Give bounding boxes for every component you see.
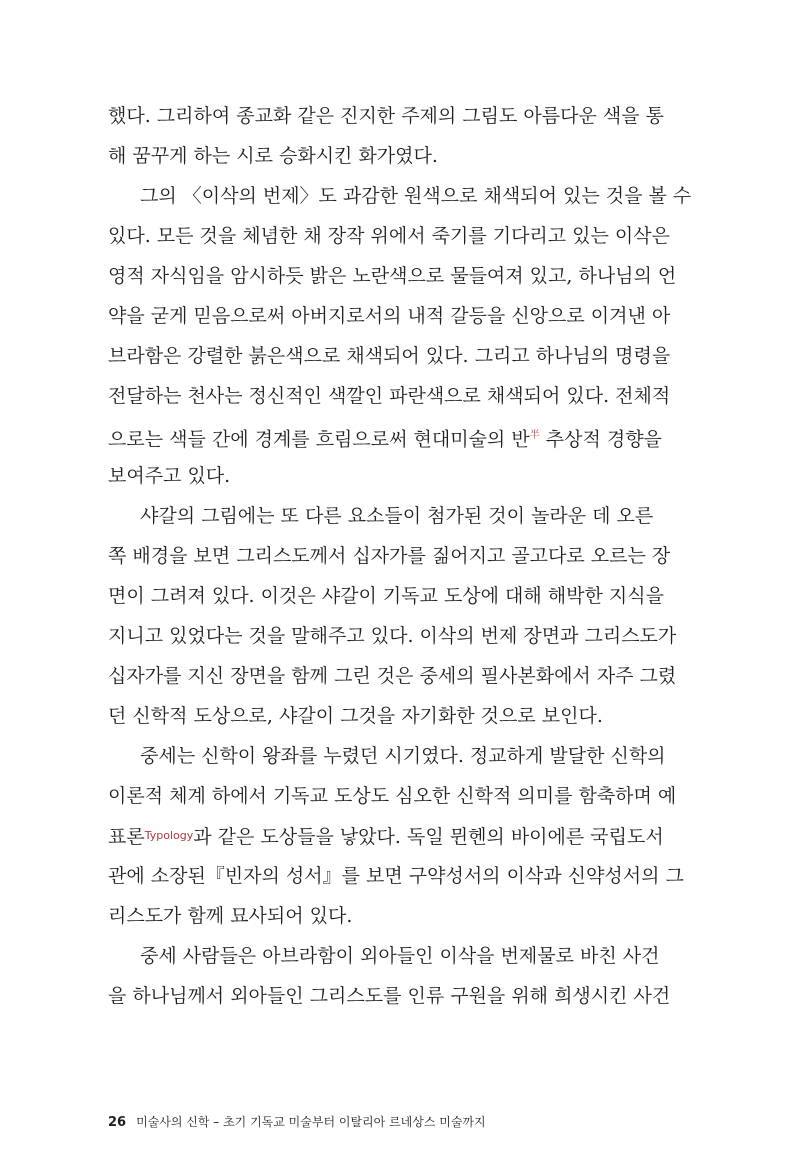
- text-line: 해 꿈꾸게 하는 시로 승화시킨 화가였다.: [108, 145, 438, 167]
- text-line: 십자가를 지신 장면을 함께 그린 것은 중세의 필사본화에서 자주 그렸: [108, 665, 677, 687]
- text-line: 이론적 체계 하에서 기독교 도상도 심오한 신학적 의미를 함축하며 예: [108, 785, 677, 807]
- text-line: 쪽 배경을 보면 그리스도께서 십자가를 짊어지고 골고다로 오르는 장: [108, 545, 671, 567]
- text-line: 약을 굳게 믿음으로써 아버지로서의 내적 갈등을 신앙으로 이겨낸 아: [108, 305, 671, 327]
- text-line: 면이 그려져 있다. 이것은 샤갈이 기독교 도상에 대해 해박한 지식을: [108, 585, 664, 607]
- text-segment: 으로는 색들 간에 경계를 흐림으로써 현대미술의 반: [108, 428, 530, 451]
- text-line: 브라함은 강렬한 붉은색으로 채색되어 있다. 그리고 하나님의 명령을: [108, 345, 671, 367]
- text-segment: 추상적 경향을: [545, 428, 662, 451]
- running-title: 미술사의 신학 – 초기 기독교 미술부터 이탈리아 르네상스 미술까지: [136, 1115, 486, 1129]
- text-segment: 과 같은 도상들을 낳았다. 독일 뮌헨의 바이에른 국립도서: [193, 826, 664, 848]
- text-line: 관에 소장된『빈자의 성서』를 보면 구약성서의 이삭과 신약성서의 그: [108, 865, 684, 887]
- text-line: 지니고 있었다는 것을 말해주고 있다. 이삭의 번제 장면과 그리스도가: [108, 625, 677, 647]
- hanja-gloss: 半: [529, 430, 540, 441]
- page-number: 26: [108, 1115, 127, 1130]
- text-line-with-gloss: [108, 416, 662, 456]
- text-line-with-gloss: [108, 816, 664, 856]
- text-line: 영적 자식임을 암시하듯 밝은 노란색으로 물들여져 있고, 하나님의 언: [108, 265, 677, 287]
- paragraph-start-line: 샤갈의 그림에는 또 다른 요소들이 첨가된 것이 놀라운 데 오른: [140, 505, 654, 527]
- text-line: 던 신학적 도상으로, 샤갈이 그것을 자기화한 것으로 보인다.: [108, 705, 603, 727]
- text-line: 있다. 모든 것을 체념한 채 장작 위에서 죽기를 기다리고 있는 이삭은: [108, 225, 670, 247]
- text-line: 을 하나님께서 외아들인 그리스도를 인류 구원을 위해 희생시킨 사건: [108, 985, 671, 1007]
- paragraph-start-line: 그의 〈이삭의 번제〉도 과감한 원색으로 채색되어 있는 것을 볼 수: [140, 185, 692, 207]
- page-footer: [108, 1110, 486, 1134]
- text-line: 했다. 그리하여 종교화 같은 진지한 주제의 그림도 아름다운 색을 통: [108, 105, 664, 127]
- text-line: 보여주고 있다.: [108, 465, 231, 487]
- english-gloss: Typology: [144, 829, 194, 842]
- text-line: 리스도가 함께 묘사되어 있다.: [108, 905, 353, 927]
- text-segment: 표론: [108, 826, 145, 848]
- paragraph-start-line: 중세는 신학이 왕좌를 누렸던 시기였다. 정교하게 발달한 신학의: [140, 745, 666, 767]
- text-line: 전달하는 천사는 정신적인 색깔인 파란색으로 채색되어 있다. 전체적: [108, 385, 671, 407]
- paragraph-start-line: 중세 사람들은 아브라함이 외아들인 이삭을 번제물로 바친 사건: [140, 945, 660, 967]
